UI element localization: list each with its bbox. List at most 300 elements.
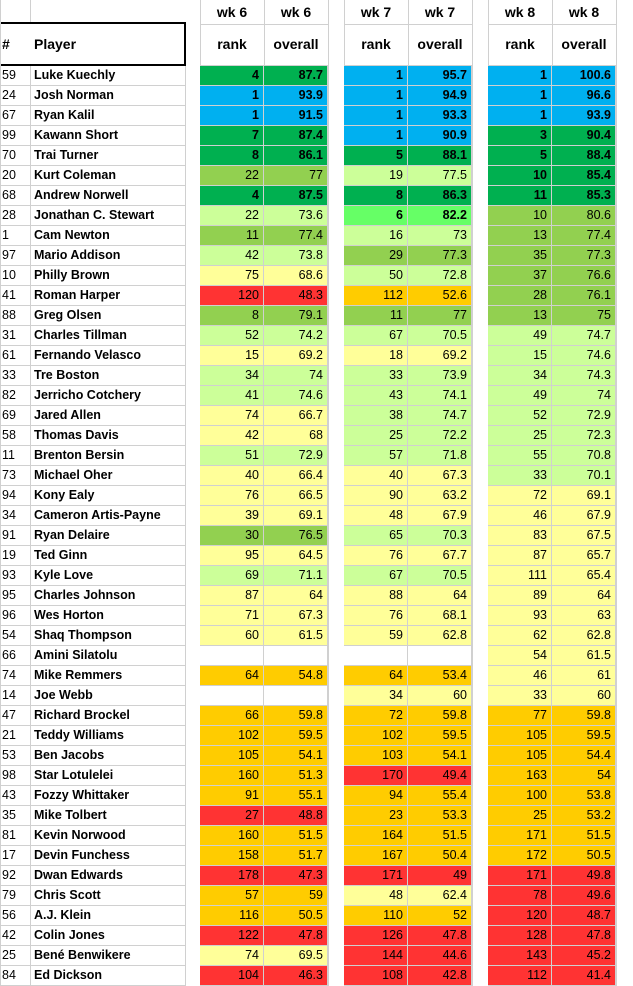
week-overall-cell[interactable]: 51.5 <box>264 826 328 846</box>
player-name-cell[interactable]: Mike Remmers <box>31 666 186 686</box>
week-rank-cell[interactable]: 65 <box>344 526 408 546</box>
week-overall-cell[interactable]: 48.8 <box>264 806 328 826</box>
week-rank-cell[interactable]: 52 <box>200 326 264 346</box>
week-overall-cell[interactable]: 68 <box>264 426 328 446</box>
week-rank-cell[interactable] <box>200 646 264 666</box>
player-number-cell[interactable]: 67 <box>0 106 31 126</box>
week-overall-cell[interactable]: 55.4 <box>408 786 472 806</box>
player-name-cell[interactable]: Brenton Bersin <box>31 446 186 466</box>
player-name-cell[interactable]: Jared Allen <box>31 406 186 426</box>
week-rank-cell[interactable]: 1 <box>488 66 552 86</box>
week-rank-cell[interactable]: 87 <box>488 546 552 566</box>
week-rank-cell[interactable] <box>200 686 264 706</box>
week-rank-cell[interactable]: 8 <box>200 146 264 166</box>
week-overall-cell[interactable]: 50.5 <box>264 906 328 926</box>
player-name-cell[interactable]: Ben Jacobs <box>31 746 186 766</box>
player-name-cell[interactable]: Kurt Coleman <box>31 166 186 186</box>
week-overall-cell[interactable]: 77.4 <box>552 226 616 246</box>
player-name-cell[interactable]: Luke Kuechly <box>31 66 186 86</box>
player-number-cell[interactable]: 81 <box>0 826 31 846</box>
player-name-cell[interactable]: Wes Horton <box>31 606 186 626</box>
week-rank-cell[interactable]: 64 <box>344 666 408 686</box>
player-number-cell[interactable]: 47 <box>0 706 31 726</box>
week-rank-cell[interactable]: 1 <box>200 106 264 126</box>
week-overall-cell[interactable]: 91.5 <box>264 106 328 126</box>
week-rank-cell[interactable]: 49 <box>488 386 552 406</box>
week-rank-cell[interactable]: 1 <box>488 106 552 126</box>
player-number-cell[interactable]: 31 <box>0 326 31 346</box>
week-overall-cell[interactable]: 74 <box>552 386 616 406</box>
week-rank-cell[interactable]: 105 <box>488 746 552 766</box>
week-overall-cell[interactable]: 82.2 <box>408 206 472 226</box>
week-rank-cell[interactable]: 60 <box>200 626 264 646</box>
player-number-cell[interactable]: 88 <box>0 306 31 326</box>
week-rank-cell[interactable]: 87 <box>200 586 264 606</box>
week-rank-cell[interactable]: 116 <box>200 906 264 926</box>
week-rank-cell[interactable]: 178 <box>200 866 264 886</box>
week-rank-cell[interactable]: 93 <box>488 606 552 626</box>
player-name-cell[interactable]: Fernando Velasco <box>31 346 186 366</box>
week-overall-cell[interactable]: 76.5 <box>264 526 328 546</box>
week-overall-cell[interactable]: 59.5 <box>264 726 328 746</box>
player-number-cell[interactable]: 82 <box>0 386 31 406</box>
player-name-cell[interactable]: Jonathan C. Stewart <box>31 206 186 226</box>
week-rank-cell[interactable]: 13 <box>488 306 552 326</box>
week-rank-cell[interactable]: 42 <box>200 426 264 446</box>
week-overall-cell[interactable]: 100.6 <box>552 66 616 86</box>
week-overall-cell[interactable]: 52.6 <box>408 286 472 306</box>
week-overall-cell[interactable]: 69.1 <box>264 506 328 526</box>
week-rank-cell[interactable]: 89 <box>488 586 552 606</box>
week-rank-cell[interactable]: 11 <box>344 306 408 326</box>
week-rank-cell[interactable]: 38 <box>344 406 408 426</box>
week-rank-cell[interactable]: 1 <box>344 86 408 106</box>
week-rank-cell[interactable]: 71 <box>200 606 264 626</box>
week-overall-cell[interactable]: 59.8 <box>264 706 328 726</box>
week-rank-cell[interactable] <box>344 646 408 666</box>
week-rank-cell[interactable]: 67 <box>344 326 408 346</box>
week-overall-cell[interactable]: 49 <box>408 866 472 886</box>
week-rank-cell[interactable]: 112 <box>344 286 408 306</box>
week-overall-cell[interactable]: 65.4 <box>552 566 616 586</box>
week-rank-cell[interactable]: 172 <box>488 846 552 866</box>
week-rank-cell[interactable]: 11 <box>488 186 552 206</box>
week-rank-cell[interactable]: 74 <box>200 946 264 966</box>
player-number-cell[interactable]: 99 <box>0 126 31 146</box>
week-overall-cell[interactable]: 44.6 <box>408 946 472 966</box>
week-rank-cell[interactable]: 57 <box>200 886 264 906</box>
player-number-cell[interactable]: 97 <box>0 246 31 266</box>
week-rank-cell[interactable]: 83 <box>488 526 552 546</box>
week-rank-cell[interactable]: 163 <box>488 766 552 786</box>
week-rank-cell[interactable]: 11 <box>200 226 264 246</box>
player-name-cell[interactable]: Dwan Edwards <box>31 866 186 886</box>
week-rank-cell[interactable]: 62 <box>488 626 552 646</box>
player-number-cell[interactable]: 33 <box>0 366 31 386</box>
week-rank-cell[interactable]: 22 <box>200 166 264 186</box>
player-number-cell[interactable]: 56 <box>0 906 31 926</box>
week-overall-cell[interactable]: 45.2 <box>552 946 616 966</box>
week-overall-cell[interactable]: 51.3 <box>264 766 328 786</box>
week-rank-cell[interactable]: 22 <box>200 206 264 226</box>
week-rank-cell[interactable]: 23 <box>344 806 408 826</box>
week-overall-cell[interactable]: 75 <box>552 306 616 326</box>
week-rank-cell[interactable]: 3 <box>488 126 552 146</box>
week-rank-cell[interactable]: 104 <box>200 966 264 986</box>
week-overall-cell[interactable]: 59 <box>264 886 328 906</box>
week-rank-cell[interactable]: 15 <box>200 346 264 366</box>
week-overall-cell[interactable]: 70.1 <box>552 466 616 486</box>
week-overall-cell[interactable]: 47.8 <box>552 926 616 946</box>
week-overall-cell[interactable]: 95.7 <box>408 66 472 86</box>
week-overall-cell[interactable]: 54.1 <box>408 746 472 766</box>
player-number-cell[interactable]: 25 <box>0 946 31 966</box>
week-overall-cell[interactable]: 87.7 <box>264 66 328 86</box>
week-rank-cell[interactable]: 128 <box>488 926 552 946</box>
week-overall-cell[interactable]: 59.8 <box>552 706 616 726</box>
week-overall-cell[interactable]: 74.2 <box>264 326 328 346</box>
player-name-cell[interactable]: Fozzy Whittaker <box>31 786 186 806</box>
week-overall-cell[interactable]: 48.3 <box>264 286 328 306</box>
player-number-cell[interactable]: 28 <box>0 206 31 226</box>
player-name-cell[interactable]: Philly Brown <box>31 266 186 286</box>
player-name-cell[interactable]: Charles Johnson <box>31 586 186 606</box>
week-overall-cell[interactable]: 54 <box>552 766 616 786</box>
week-rank-cell[interactable]: 33 <box>488 466 552 486</box>
week-overall-cell[interactable]: 63.2 <box>408 486 472 506</box>
week-overall-cell[interactable]: 51.5 <box>408 826 472 846</box>
week-rank-cell[interactable]: 66 <box>200 706 264 726</box>
week-overall-cell[interactable]: 94.9 <box>408 86 472 106</box>
week-overall-cell[interactable]: 72.8 <box>408 266 472 286</box>
player-number-cell[interactable]: 96 <box>0 606 31 626</box>
week-overall-cell[interactable]: 66.7 <box>264 406 328 426</box>
week-rank-cell[interactable]: 143 <box>488 946 552 966</box>
week-overall-cell[interactable]: 67.9 <box>552 506 616 526</box>
week-overall-cell[interactable]: 71.8 <box>408 446 472 466</box>
week-rank-cell[interactable]: 39 <box>200 506 264 526</box>
week-rank-cell[interactable]: 91 <box>200 786 264 806</box>
week-overall-cell[interactable]: 53.2 <box>552 806 616 826</box>
week-rank-cell[interactable]: 160 <box>200 826 264 846</box>
week-rank-cell[interactable]: 171 <box>488 866 552 886</box>
week-overall-cell[interactable]: 77.4 <box>264 226 328 246</box>
week-rank-cell[interactable]: 112 <box>488 966 552 986</box>
player-number-cell[interactable]: 10 <box>0 266 31 286</box>
week-rank-cell[interactable]: 95 <box>200 546 264 566</box>
week-rank-cell[interactable]: 40 <box>344 466 408 486</box>
player-name-cell[interactable]: Joe Webb <box>31 686 186 706</box>
week-rank-cell[interactable]: 108 <box>344 966 408 986</box>
week-rank-cell[interactable]: 28 <box>488 286 552 306</box>
player-name-cell[interactable]: Jerricho Cotchery <box>31 386 186 406</box>
week-rank-cell[interactable]: 1 <box>344 66 408 86</box>
week-overall-cell[interactable]: 77.3 <box>408 246 472 266</box>
week-overall-cell[interactable]: 88.4 <box>552 146 616 166</box>
player-name-cell[interactable]: Devin Funchess <box>31 846 186 866</box>
week-rank-cell[interactable]: 120 <box>488 906 552 926</box>
week-rank-cell[interactable]: 50 <box>344 266 408 286</box>
week-overall-cell[interactable]: 93.9 <box>552 106 616 126</box>
week-rank-cell[interactable]: 167 <box>344 846 408 866</box>
week-rank-cell[interactable]: 49 <box>488 326 552 346</box>
week-overall-cell[interactable]: 62.8 <box>552 626 616 646</box>
week-overall-cell[interactable]: 77.5 <box>408 166 472 186</box>
player-name-cell[interactable]: Star Lotulelei <box>31 766 186 786</box>
week-rank-cell[interactable]: 27 <box>200 806 264 826</box>
player-name-cell[interactable]: Ryan Kalil <box>31 106 186 126</box>
week-overall-cell[interactable]: 47.8 <box>264 926 328 946</box>
week-rank-cell[interactable]: 72 <box>488 486 552 506</box>
week-overall-cell[interactable]: 73.6 <box>264 206 328 226</box>
week-overall-cell[interactable]: 60 <box>408 686 472 706</box>
week-rank-cell[interactable]: 54 <box>488 646 552 666</box>
week-overall-cell[interactable]: 50.5 <box>552 846 616 866</box>
week-rank-cell[interactable]: 1 <box>344 126 408 146</box>
player-number-cell[interactable]: 73 <box>0 466 31 486</box>
week-overall-cell[interactable]: 77 <box>264 166 328 186</box>
week-rank-cell[interactable]: 40 <box>200 466 264 486</box>
week-overall-cell[interactable]: 96.6 <box>552 86 616 106</box>
week-overall-cell[interactable]: 85.4 <box>552 166 616 186</box>
week-rank-cell[interactable]: 57 <box>344 446 408 466</box>
week-overall-cell[interactable]: 64.5 <box>264 546 328 566</box>
week-overall-cell[interactable]: 69.1 <box>552 486 616 506</box>
week-overall-cell[interactable]: 93.9 <box>264 86 328 106</box>
week-rank-cell[interactable]: 1 <box>200 86 264 106</box>
player-name-cell[interactable]: Charles Tillman <box>31 326 186 346</box>
week-rank-cell[interactable]: 10 <box>488 166 552 186</box>
player-name-cell[interactable]: Cam Newton <box>31 226 186 246</box>
week-overall-cell[interactable] <box>264 686 328 706</box>
week-rank-cell[interactable]: 72 <box>344 706 408 726</box>
week-rank-cell[interactable]: 88 <box>344 586 408 606</box>
player-name-cell[interactable]: Ed Dickson <box>31 966 186 986</box>
week-overall-cell[interactable]: 69.2 <box>264 346 328 366</box>
week-rank-cell[interactable]: 48 <box>344 506 408 526</box>
player-name-cell[interactable]: Kyle Love <box>31 566 186 586</box>
week-overall-cell[interactable]: 68.6 <box>264 266 328 286</box>
week-rank-cell[interactable]: 77 <box>488 706 552 726</box>
week-rank-cell[interactable]: 76 <box>344 546 408 566</box>
week-rank-cell[interactable]: 19 <box>344 166 408 186</box>
week-rank-cell[interactable]: 1 <box>488 86 552 106</box>
week-rank-cell[interactable]: 46 <box>488 666 552 686</box>
player-number-cell[interactable]: 59 <box>0 66 31 86</box>
player-number-cell[interactable]: 42 <box>0 926 31 946</box>
player-number-cell[interactable]: 95 <box>0 586 31 606</box>
week-overall-cell[interactable]: 67.9 <box>408 506 472 526</box>
player-number-cell[interactable]: 92 <box>0 866 31 886</box>
week-overall-cell[interactable]: 61.5 <box>552 646 616 666</box>
player-name-cell[interactable]: Teddy Williams <box>31 726 186 746</box>
week-rank-cell[interactable]: 1 <box>344 106 408 126</box>
week-overall-cell[interactable] <box>408 646 472 666</box>
week-rank-cell[interactable]: 37 <box>488 266 552 286</box>
player-number-cell[interactable]: 58 <box>0 426 31 446</box>
player-name-cell[interactable]: Josh Norman <box>31 86 186 106</box>
week-rank-cell[interactable]: 111 <box>488 566 552 586</box>
week-rank-cell[interactable]: 34 <box>344 686 408 706</box>
week-rank-cell[interactable]: 170 <box>344 766 408 786</box>
player-name-cell[interactable]: Greg Olsen <box>31 306 186 326</box>
week-overall-cell[interactable]: 74.7 <box>408 406 472 426</box>
player-number-cell[interactable]: 98 <box>0 766 31 786</box>
player-name-cell[interactable]: Colin Jones <box>31 926 186 946</box>
player-name-cell[interactable]: Mike Tolbert <box>31 806 186 826</box>
week-overall-cell[interactable]: 59.5 <box>552 726 616 746</box>
week-rank-cell[interactable]: 64 <box>200 666 264 686</box>
player-name-cell[interactable]: Trai Turner <box>31 146 186 166</box>
week-rank-cell[interactable]: 13 <box>488 226 552 246</box>
week-overall-cell[interactable]: 62.8 <box>408 626 472 646</box>
week-overall-cell[interactable]: 77 <box>408 306 472 326</box>
week-overall-cell[interactable]: 51.7 <box>264 846 328 866</box>
week-rank-cell[interactable]: 171 <box>344 866 408 886</box>
week-rank-cell[interactable]: 4 <box>200 66 264 86</box>
week-overall-cell[interactable]: 87.5 <box>264 186 328 206</box>
week-rank-cell[interactable]: 6 <box>344 206 408 226</box>
week-overall-cell[interactable]: 76.6 <box>552 266 616 286</box>
week-rank-cell[interactable]: 76 <box>200 486 264 506</box>
player-name-cell[interactable]: Chris Scott <box>31 886 186 906</box>
player-number-cell[interactable]: 24 <box>0 86 31 106</box>
week-overall-cell[interactable]: 53.8 <box>552 786 616 806</box>
week-overall-cell[interactable]: 54.4 <box>552 746 616 766</box>
week-overall-cell[interactable]: 61.5 <box>264 626 328 646</box>
week-overall-cell[interactable]: 70.8 <box>552 446 616 466</box>
player-number-cell[interactable]: 35 <box>0 806 31 826</box>
week-rank-cell[interactable]: 90 <box>344 486 408 506</box>
week-overall-cell[interactable]: 73 <box>408 226 472 246</box>
week-overall-cell[interactable]: 77.3 <box>552 246 616 266</box>
week-overall-cell[interactable]: 49.4 <box>408 766 472 786</box>
week-overall-cell[interactable]: 60 <box>552 686 616 706</box>
week-overall-cell[interactable]: 93.3 <box>408 106 472 126</box>
player-name-cell[interactable]: Ryan Delaire <box>31 526 186 546</box>
player-name-cell[interactable]: Kawann Short <box>31 126 186 146</box>
player-number-cell[interactable]: 69 <box>0 406 31 426</box>
player-name-cell[interactable]: A.J. Klein <box>31 906 186 926</box>
week-overall-cell[interactable]: 66.4 <box>264 466 328 486</box>
week-overall-cell[interactable]: 61 <box>552 666 616 686</box>
week-rank-cell[interactable]: 25 <box>488 426 552 446</box>
week-overall-cell[interactable]: 74.6 <box>552 346 616 366</box>
player-name-cell[interactable]: Kony Ealy <box>31 486 186 506</box>
week-overall-cell[interactable]: 47.3 <box>264 866 328 886</box>
week-overall-cell[interactable]: 72.3 <box>552 426 616 446</box>
week-rank-cell[interactable]: 51 <box>200 446 264 466</box>
week-rank-cell[interactable]: 33 <box>488 686 552 706</box>
week-overall-cell[interactable]: 42.8 <box>408 966 472 986</box>
week-overall-cell[interactable]: 70.5 <box>408 326 472 346</box>
week-rank-cell[interactable]: 164 <box>344 826 408 846</box>
week-overall-cell[interactable]: 50.4 <box>408 846 472 866</box>
week-overall-cell[interactable]: 53.4 <box>408 666 472 686</box>
player-name-cell[interactable]: Richard Brockel <box>31 706 186 726</box>
week-rank-cell[interactable]: 8 <box>344 186 408 206</box>
week-rank-cell[interactable]: 4 <box>200 186 264 206</box>
week-overall-cell[interactable]: 49.6 <box>552 886 616 906</box>
week-overall-cell[interactable]: 52 <box>408 906 472 926</box>
week-overall-cell[interactable]: 65.7 <box>552 546 616 566</box>
player-name-cell[interactable]: Kevin Norwood <box>31 826 186 846</box>
week-rank-cell[interactable]: 102 <box>200 726 264 746</box>
player-name-cell[interactable]: Amini Silatolu <box>31 646 186 666</box>
week-overall-cell[interactable]: 74 <box>264 366 328 386</box>
week-overall-cell[interactable]: 71.1 <box>264 566 328 586</box>
player-number-cell[interactable]: 17 <box>0 846 31 866</box>
week-overall-cell[interactable]: 85.3 <box>552 186 616 206</box>
week-overall-cell[interactable]: 74.1 <box>408 386 472 406</box>
week-overall-cell[interactable]: 72.9 <box>264 446 328 466</box>
week-overall-cell[interactable]: 55.1 <box>264 786 328 806</box>
week-rank-cell[interactable]: 35 <box>488 246 552 266</box>
week-rank-cell[interactable]: 100 <box>488 786 552 806</box>
week-overall-cell[interactable]: 73.8 <box>264 246 328 266</box>
week-overall-cell[interactable]: 79.1 <box>264 306 328 326</box>
week-rank-cell[interactable]: 144 <box>344 946 408 966</box>
week-rank-cell[interactable]: 103 <box>344 746 408 766</box>
week-overall-cell[interactable]: 74.7 <box>552 326 616 346</box>
week-rank-cell[interactable]: 30 <box>200 526 264 546</box>
week-rank-cell[interactable]: 25 <box>488 806 552 826</box>
week-overall-cell[interactable]: 72.2 <box>408 426 472 446</box>
week-overall-cell[interactable]: 48.7 <box>552 906 616 926</box>
player-number-cell[interactable]: 20 <box>0 166 31 186</box>
week-overall-cell[interactable]: 64 <box>552 586 616 606</box>
week-overall-cell[interactable]: 68.1 <box>408 606 472 626</box>
week-rank-cell[interactable]: 67 <box>344 566 408 586</box>
week-overall-cell[interactable]: 72.9 <box>552 406 616 426</box>
week-rank-cell[interactable]: 120 <box>200 286 264 306</box>
player-number-cell[interactable]: 66 <box>0 646 31 666</box>
week-rank-cell[interactable]: 5 <box>344 146 408 166</box>
player-name-cell[interactable]: Andrew Norwell <box>31 186 186 206</box>
week-rank-cell[interactable]: 126 <box>344 926 408 946</box>
week-overall-cell[interactable]: 54.1 <box>264 746 328 766</box>
week-overall-cell[interactable]: 86.1 <box>264 146 328 166</box>
week-rank-cell[interactable]: 42 <box>200 246 264 266</box>
week-overall-cell[interactable]: 59.8 <box>408 706 472 726</box>
week-overall-cell[interactable]: 64 <box>264 586 328 606</box>
week-rank-cell[interactable]: 59 <box>344 626 408 646</box>
week-rank-cell[interactable]: 46 <box>488 506 552 526</box>
week-rank-cell[interactable]: 69 <box>200 566 264 586</box>
week-rank-cell[interactable]: 16 <box>344 226 408 246</box>
week-rank-cell[interactable]: 43 <box>344 386 408 406</box>
week-overall-cell[interactable]: 86.3 <box>408 186 472 206</box>
week-overall-cell[interactable]: 51.5 <box>552 826 616 846</box>
player-number-cell[interactable]: 21 <box>0 726 31 746</box>
player-number-cell[interactable]: 54 <box>0 626 31 646</box>
week-overall-cell[interactable]: 69.2 <box>408 346 472 366</box>
week-rank-cell[interactable]: 5 <box>488 146 552 166</box>
week-overall-cell[interactable]: 46.3 <box>264 966 328 986</box>
week-rank-cell[interactable]: 75 <box>200 266 264 286</box>
week-overall-cell[interactable]: 73.9 <box>408 366 472 386</box>
player-name-cell[interactable]: Michael Oher <box>31 466 186 486</box>
week-overall-cell[interactable] <box>264 646 328 666</box>
player-name-cell[interactable]: Roman Harper <box>31 286 186 306</box>
player-number-cell[interactable]: 43 <box>0 786 31 806</box>
week-overall-cell[interactable]: 59.5 <box>408 726 472 746</box>
player-number-cell[interactable]: 79 <box>0 886 31 906</box>
week-rank-cell[interactable]: 15 <box>488 346 552 366</box>
player-number-cell[interactable]: 70 <box>0 146 31 166</box>
week-overall-cell[interactable]: 88.1 <box>408 146 472 166</box>
week-rank-cell[interactable]: 102 <box>344 726 408 746</box>
